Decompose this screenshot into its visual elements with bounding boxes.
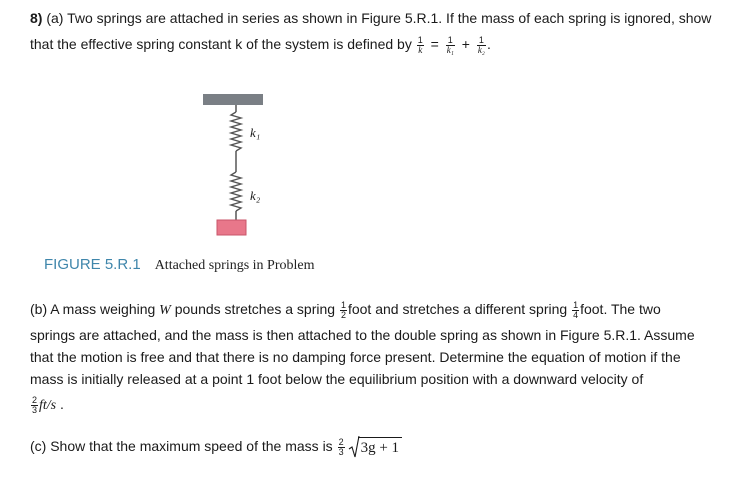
part-a-line-1: [30, 8, 711, 28]
fraction-1-over-2: $\frac{1}{2}$: [340, 299, 346, 320]
equals-sign: =: [430, 36, 439, 52]
part-a-text-1: (a) Two springs are attached in series as shown in Figure 5.R.1. If the mass of each spring is ignored, show: [42, 10, 712, 26]
part-a-line-2: [30, 34, 491, 55]
radical-sign-icon: [348, 436, 360, 458]
fraction-1-over-k1: $\frac{1}{\text{k₁}}$: [446, 34, 454, 55]
fraction-2-over-3-c: $\frac{2}{3}$: [338, 436, 344, 457]
part-b-text-1c: foot and stretches a different spring: [347, 301, 568, 317]
problem-number: 8): [30, 10, 43, 26]
part-b-period: .: [56, 396, 64, 412]
velocity-units: ft/s: [39, 398, 57, 413]
plus-sign: +: [461, 36, 470, 52]
part-b-line-3: that the motion is free and that there is no damping force present. Determine the equation of motion if the: [30, 349, 681, 365]
spring-k1: [231, 112, 241, 151]
fraction-2-over-3: $\frac{2}{3}$: [32, 394, 38, 415]
part-a-text-2: that the effective spring constant k of the system is defined by: [30, 36, 412, 52]
part-b-text-1b: pounds stretches a spring: [170, 301, 336, 317]
k2-label: k₂: [250, 188, 261, 203]
ceiling-bar: [203, 94, 263, 105]
var-w: W: [159, 303, 171, 318]
k1-label: k₁: [250, 125, 261, 140]
part-a-period: .: [486, 36, 491, 52]
figure-caption: [44, 256, 315, 274]
fraction-1-over-k: $\frac{1}{k}$: [417, 34, 423, 55]
mass-block: [217, 220, 246, 235]
caption-text: Attached springs in Problem: [154, 258, 315, 273]
fraction-1-over-k2: $\frac{1}{\text{k₂}}$: [477, 34, 485, 55]
part-b-line-1: [30, 299, 661, 321]
springs-illustration: [198, 92, 278, 242]
fraction-1-over-4: $\frac{1}{4}$: [573, 299, 579, 320]
part-b-line-2: springs are attached, and the mass is then attached to the double spring as shown in Figure 5.R.1. Assume: [30, 327, 695, 343]
part-b-text-1a: (b) A mass weighing: [30, 301, 160, 317]
spring-figure: [198, 92, 278, 247]
square-root: [348, 437, 402, 458]
part-b-line-5: [30, 394, 64, 416]
part-b-line-4: mass is initially released at a point 1 foot below the equilibrium position with a downward velocity of: [30, 371, 644, 387]
caption-label: FIGURE 5.R.1: [44, 256, 141, 273]
radicand: 3g + 1: [358, 437, 402, 458]
part-b-text-1d: foot. The two: [580, 301, 661, 317]
part-c-text: (c) Show that the maximum speed of the mass is: [30, 438, 333, 454]
spring-k2: [231, 172, 241, 211]
part-c-line: [30, 436, 402, 458]
